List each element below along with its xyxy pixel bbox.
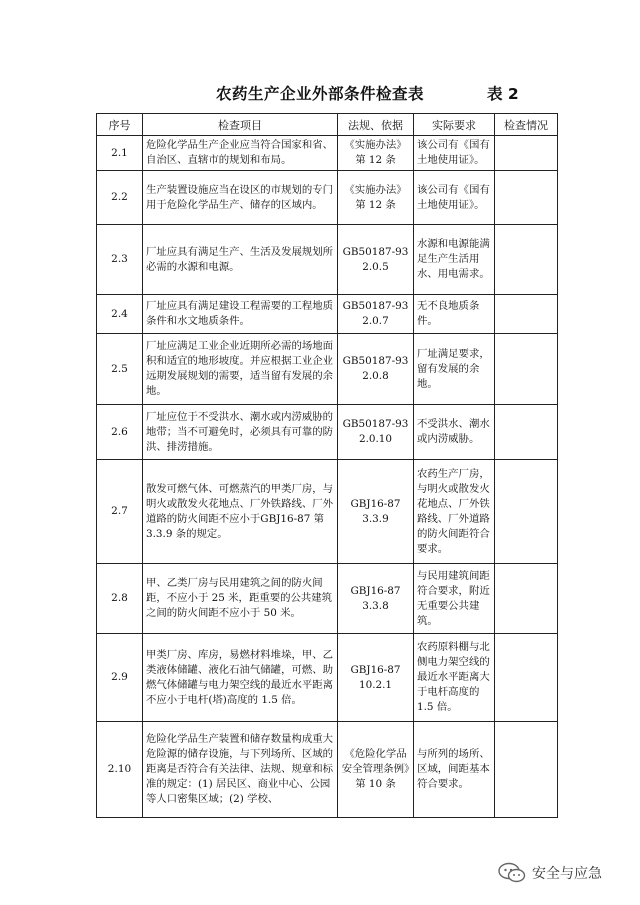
table-row — [97, 225, 558, 295]
header-no: 序号 — [97, 114, 143, 136]
row-result — [495, 460, 558, 564]
row-item: 危险化学品生产企业应当符合国家和省、自治区、直辖市的规划和布局。 — [143, 136, 338, 171]
watermark — [498, 862, 602, 884]
row-req: 农药生产厂房，与明火或散发火花地点、厂外铁路线、厂外道路的防火间距符合要求。 — [414, 460, 495, 564]
row-result — [495, 295, 558, 334]
row-no: 2.9 — [97, 634, 143, 722]
table-row — [97, 334, 558, 405]
row-law: GB50187-93 2.0.5 — [338, 225, 414, 295]
row-no: 2.3 — [97, 225, 143, 295]
row-no: 2.10 — [97, 722, 143, 818]
row-item: 厂址应具有满足建设工程需要的工程地质条件和水文地质条件。 — [143, 295, 338, 334]
row-result — [495, 634, 558, 722]
row-law: 《实施办法》第 12 条 — [338, 136, 414, 171]
row-req: 该公司有《国有土地使用证》。 — [414, 136, 495, 171]
table-row — [97, 171, 558, 225]
row-item: 甲、乙类厂房与民用建筑之间的防火间距，不应小于 25 米，距重要的公共建筑之间的防火间距不应小于 50 米。 — [143, 564, 338, 634]
row-law: GBJ16-87 10.2.1 — [338, 634, 414, 722]
page-title: 农药生产企业外部条件检查表 — [215, 85, 424, 103]
row-req: 无不良地质条件。 — [414, 295, 495, 334]
row-item: 危险化学品生产装置和储存数量构成重大危险源的储存设施，与下列场所、区域的距离是否符合有关法律、法规、规章和标准的规定：(1) 居民区、商业中心、公园等人口密集区域；(2) 学校、 — [143, 722, 338, 818]
row-item: 散发可燃气体、可燃蒸汽的甲类厂房，与明火或散发火花地点、厂外铁路线、厂外道路的防火间距不应小于GBJ16-87 第 3.3.9 条的规定。 — [143, 460, 338, 564]
table-label: 表 2 — [487, 85, 519, 103]
table-header-row — [97, 114, 558, 136]
row-req: 厂址满足要求，留有发展的余地。 — [414, 334, 495, 405]
row-result — [495, 136, 558, 171]
row-req: 与民用建筑间距符合要求，附近无重要公共建筑。 — [414, 564, 495, 634]
row-item: 厂址应满足工业企业近期所必需的场地面积和适宜的地形坡度。并应根据工业企业远期发展规划的需要，适当留有发展的余地。 — [143, 334, 338, 405]
row-law: GBJ16-87 3.3.9 — [338, 460, 414, 564]
row-no: 2.1 — [97, 136, 143, 171]
row-req: 该公司有《国有土地使用证》。 — [414, 171, 495, 225]
row-result — [495, 564, 558, 634]
watermark-text: 安全与应急 — [532, 866, 602, 882]
row-result — [495, 405, 558, 460]
row-no: 2.5 — [97, 334, 143, 405]
row-req: 水源和电源能满足生产生活用水、用电需求。 — [414, 225, 495, 295]
row-item: 生产装置设施应当在设区的市规划的专门用于危险化学品生产、储存的区域内。 — [143, 171, 338, 225]
header-req: 实际要求 — [414, 114, 495, 136]
row-item: 厂址应具有满足生产、生活及发展规划所必需的水源和电源。 — [143, 225, 338, 295]
header-law: 法规、依据 — [338, 114, 414, 136]
row-req: 不受洪水、潮水或内涝威胁。 — [414, 405, 495, 460]
row-no: 2.4 — [97, 295, 143, 334]
chat-bubble-icon — [498, 862, 526, 884]
inspection-table — [96, 113, 558, 818]
row-law: GB50187-93 2.0.10 — [338, 405, 414, 460]
row-result — [495, 722, 558, 818]
row-req: 与所列的场所、区域，间距基本符合要求。 — [414, 722, 495, 818]
row-law: GB50187-93 2.0.7 — [338, 295, 414, 334]
table-row — [97, 564, 558, 634]
row-law: 《危险化学品安全管理条例》第 10 条 — [338, 722, 414, 818]
row-law: 《实施办法》第 12 条 — [338, 171, 414, 225]
row-no: 2.7 — [97, 460, 143, 564]
table-row — [97, 405, 558, 460]
row-law: GBJ16-87 3.3.8 — [338, 564, 414, 634]
row-item: 甲类厂房、库房，易燃材料堆垛，甲、乙类液体储罐、液化石油气储罐，可燃、助燃气体储罐与电力架空线的最近水平距离不应小于电杆(塔)高度的 1.5 倍。 — [143, 634, 338, 722]
table-row — [97, 722, 558, 818]
table-row — [97, 136, 558, 171]
row-req: 农药原料棚与北侧电力架空线的最近水平距离大于电杆高度的 1.5 倍。 — [414, 634, 495, 722]
table-row — [97, 634, 558, 722]
table-row — [97, 460, 558, 564]
row-no: 2.2 — [97, 171, 143, 225]
row-result — [495, 225, 558, 295]
row-no: 2.6 — [97, 405, 143, 460]
row-result — [495, 171, 558, 225]
row-result — [495, 334, 558, 405]
row-no: 2.8 — [97, 564, 143, 634]
table-row — [97, 295, 558, 334]
row-law: GB50187-93 2.0.8 — [338, 334, 414, 405]
header-result: 检查情况 — [495, 114, 558, 136]
row-item: 厂址应位于不受洪水、潮水或内涝威胁的地带；当不可避免时，必须具有可靠的防洪、排涝措施。 — [143, 405, 338, 460]
header-item: 检查项目 — [143, 114, 338, 136]
